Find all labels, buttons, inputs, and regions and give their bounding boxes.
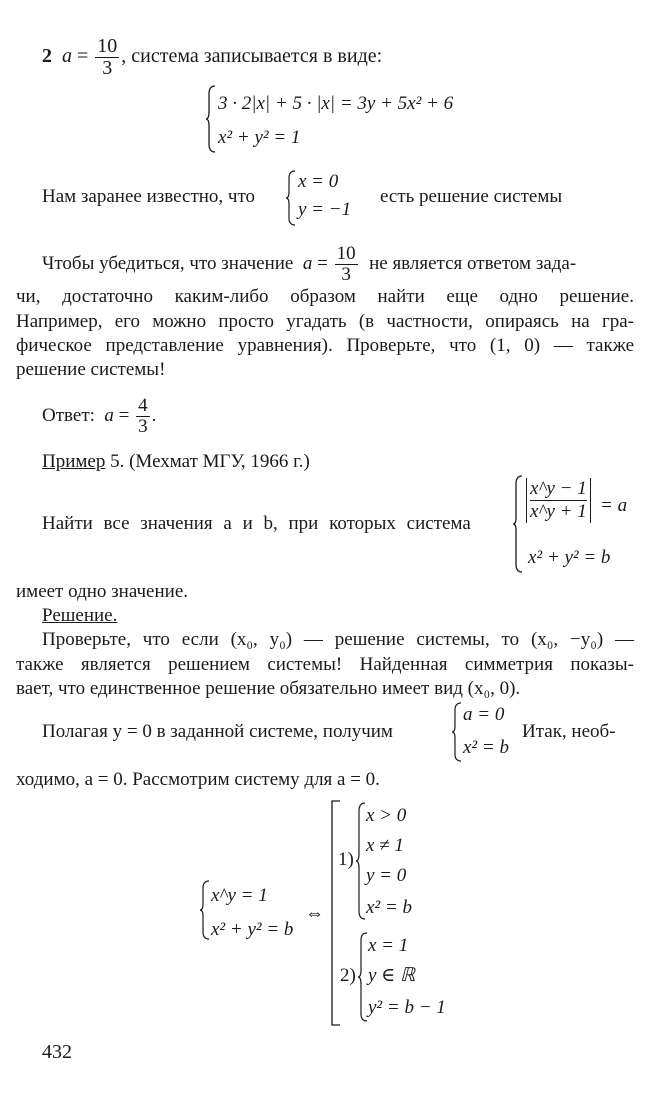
find-text: Найти все значения a и b, при которых система bbox=[42, 513, 471, 534]
solution-label: Решение. bbox=[42, 605, 118, 626]
equals: = bbox=[312, 252, 333, 274]
example-text: 5. (Мехмат МГУ, 1966 г.) bbox=[105, 451, 310, 472]
abs-fraction bbox=[526, 478, 591, 523]
system-2-row-1-rhs: = a bbox=[600, 495, 628, 516]
known-row-2: y = −1 bbox=[298, 199, 352, 220]
system-2-row-2: x² + y² = b bbox=[528, 547, 611, 568]
final-left-row-1: x^y = 1 bbox=[211, 885, 268, 906]
brace-known-solution bbox=[286, 170, 296, 226]
para-1-line-4: решение системы! bbox=[16, 359, 166, 380]
case-1-row-2: x ≠ 1 bbox=[366, 835, 404, 856]
case-1-row-3: y = 0 bbox=[366, 865, 407, 886]
known-row-1: x = 0 bbox=[298, 171, 339, 192]
example-heading bbox=[42, 450, 310, 474]
para-1-line-3: фическое представление уравнения). Проверьте, что (1, 0) — также bbox=[16, 335, 634, 356]
system-1-row-2: x² + y² = 1 bbox=[218, 127, 301, 148]
has-one-value: имеет одно значение. bbox=[16, 581, 189, 602]
case-1-row-4: x² = b bbox=[366, 897, 412, 918]
fraction-4-3: $\frac{4}{3}$ bbox=[138, 395, 148, 437]
iff-symbol: ⇔ bbox=[305, 903, 324, 924]
case-1-row-1: x > 0 bbox=[366, 805, 407, 826]
known-solution-text: Нам заранее известно, что bbox=[42, 186, 256, 207]
case-2-row-3: y² = b − 1 bbox=[368, 997, 446, 1018]
final-left-row-2: x² + y² = b bbox=[211, 919, 294, 940]
page-number: 432 bbox=[42, 1041, 72, 1063]
brace-put bbox=[452, 702, 462, 762]
put-row-2: x² = b bbox=[463, 737, 509, 758]
para-1-line-1: чи, достаточно каким-либо образом найти еще одно решение. bbox=[16, 286, 634, 307]
equals: = bbox=[72, 45, 94, 68]
item-number: 2 bbox=[42, 45, 52, 68]
answer-label: Ответ: bbox=[42, 404, 95, 426]
brace-system-2 bbox=[512, 474, 524, 574]
case-2-label: 2) bbox=[340, 965, 356, 986]
para-2-line-1: Проверьте, что если (x₀, y₀) — решение системы, то (x₀, −y₀) — bbox=[42, 629, 634, 650]
brace-final-left bbox=[200, 880, 210, 940]
line-3-before: Чтобы убедиться, что значение bbox=[42, 252, 294, 274]
abs-fraction-den: x^y + 1 bbox=[530, 501, 587, 522]
put-after: Итак, необ- bbox=[522, 721, 616, 742]
abs-fraction-num: x^y − 1 bbox=[530, 478, 587, 499]
square-bracket-final bbox=[330, 800, 342, 1026]
system-1-row-1: 3 · 2|x| + 5 · |x| = 3y + 5x² + 6 bbox=[218, 93, 454, 114]
case-2-row-2: y ∈ ℝ bbox=[368, 965, 416, 986]
put-text: Полагая y = 0 в заданной системе, получим bbox=[42, 721, 393, 742]
para-2-line-3: вает, что единственное решение обязательно имеет вид (x₀, 0). bbox=[16, 678, 521, 699]
line-3 bbox=[42, 244, 576, 285]
equals: = bbox=[113, 404, 135, 426]
line-1-text: , система записывается в виде: bbox=[121, 45, 383, 68]
var-a: a bbox=[62, 45, 72, 68]
brace-system-1 bbox=[205, 84, 217, 154]
para-1-line-2: Например, его можно просто угадать (в частности, опираясь на гра- bbox=[16, 311, 634, 332]
fraction-10-3: $\frac{10}{3}$ bbox=[97, 35, 118, 79]
para-2-line-2: также является решением системы! Найденная симметрия показы- bbox=[16, 654, 634, 675]
fraction-10-3: $\frac{10}{3}$ bbox=[336, 243, 356, 285]
case-1-label: 1) bbox=[338, 849, 354, 870]
case-2-row-1: x = 1 bbox=[368, 935, 409, 956]
known-solution-after: есть решение системы bbox=[380, 186, 563, 207]
brace-case-2 bbox=[358, 932, 368, 1022]
brace-case-1 bbox=[356, 802, 366, 920]
line-3-after: не является ответом зада- bbox=[369, 252, 577, 274]
line-1 bbox=[42, 36, 382, 79]
answer-end: . bbox=[151, 404, 157, 426]
example-label: Пример bbox=[42, 451, 106, 472]
var-a: a bbox=[104, 404, 114, 426]
put-row-1: a = 0 bbox=[463, 704, 505, 725]
answer bbox=[42, 396, 156, 437]
need-line: ходимо, a = 0. Рассмотрим систему для a = 0. bbox=[16, 769, 380, 790]
var-a: a bbox=[302, 252, 313, 274]
